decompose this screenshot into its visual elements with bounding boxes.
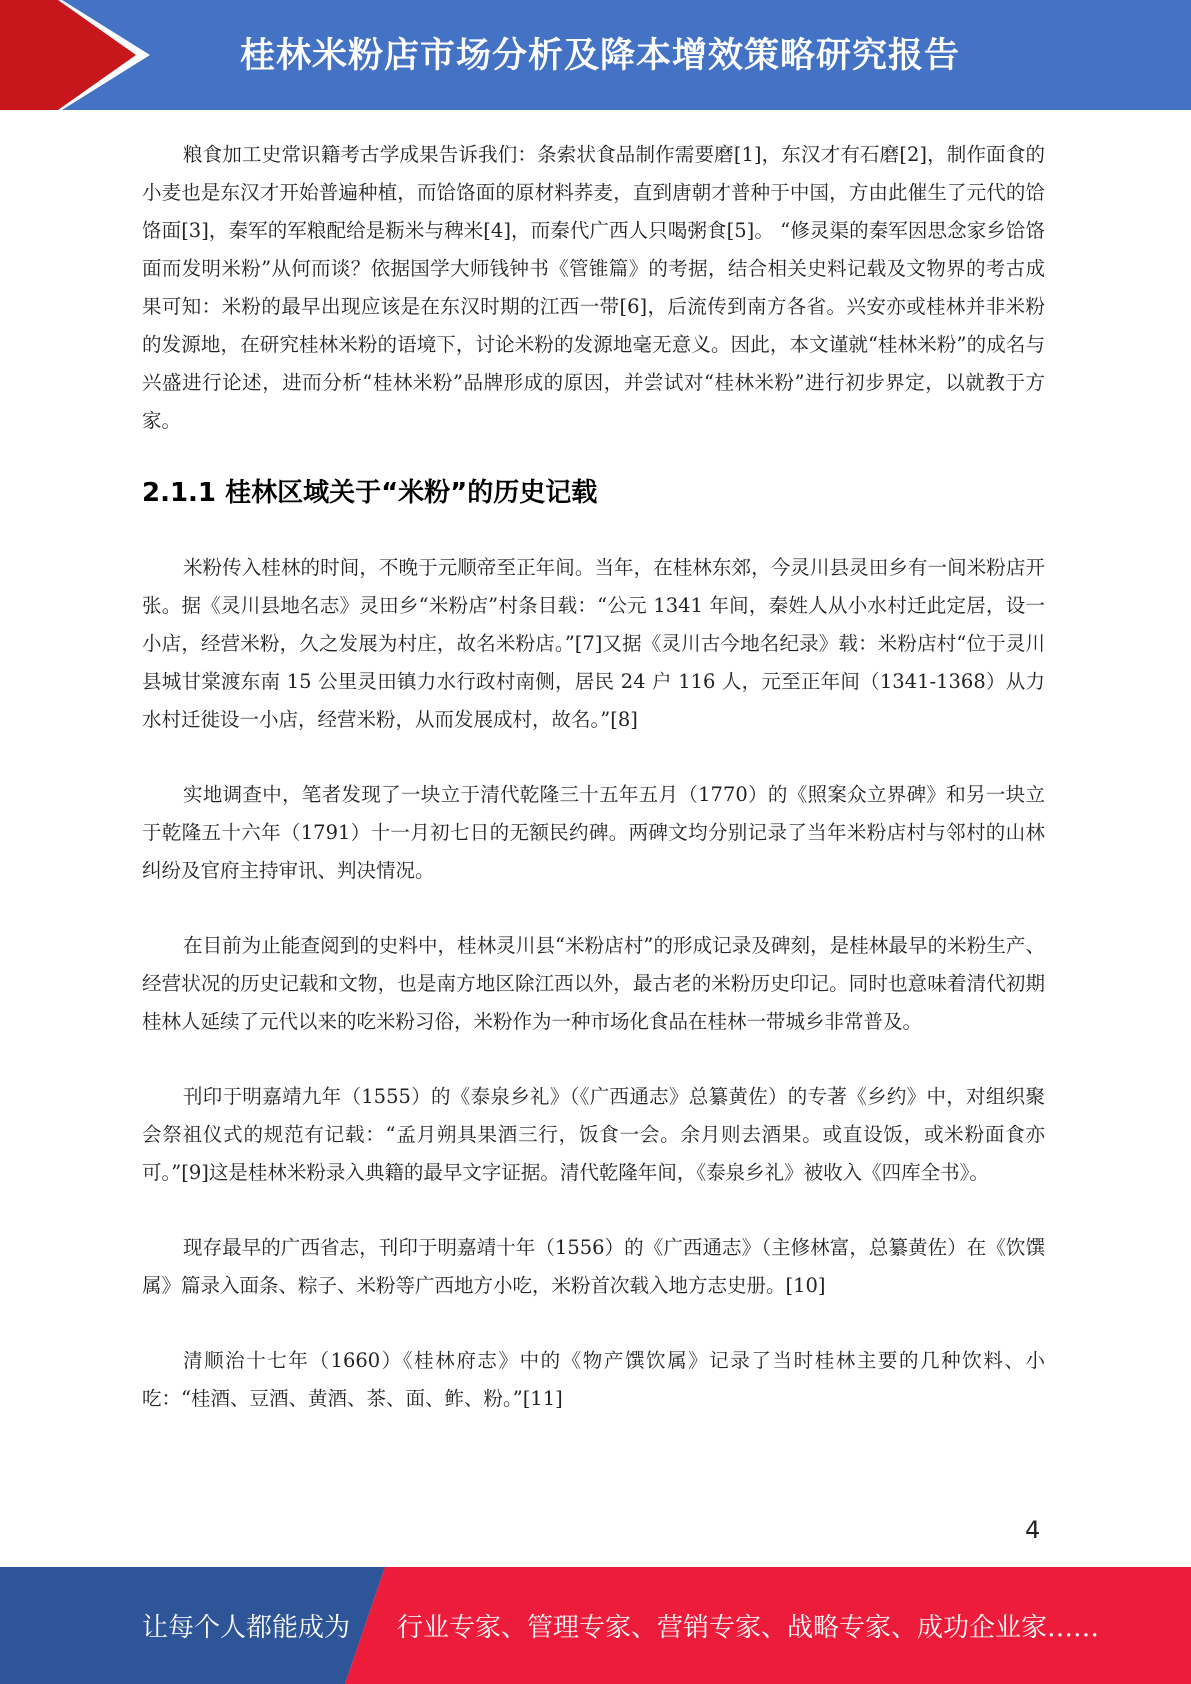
body-paragraph: 米粉传入桂林的时间，不晚于元顺帝至正年间。当年，在桂林东郊，今灵川县灵田乡有一间米粉店开张。据《灵川县地名志》灵田乡“米粉店”村条目载：“公元 1341 年间，秦姓人从小水村迁此定居，设一小店，经营米粉，久之发展为村庄，故名米粉店。”[7]又据《灵川古今地名纪录》载：米粉店村“位于灵川县城甘棠渡东南 15 公里灵田镇力水行政村南侧，居民 24 户 116 人，元至正年间（1341-1368）从力水村迁徙设一小店，经营米粉，从而发展成村，故名。”[8]: [142, 556, 1045, 731]
page-header: [0, 0, 1191, 110]
body-paragraph: 实地调查中，笔者发现了一块立于清代乾隆三十五年五月（1770）的《照案众立界碑》和另一块立于乾隆五十六年（1791）十一月初七日的无额民约碑。两碑文均分别记录了当年米粉店村与邻村的山林纠纷及官府主持审讯、判决情况。: [142, 783, 1045, 882]
page-number: 4: [1025, 1516, 1041, 1544]
footer-slogan-right: 行业专家、管理专家、营销专家、战略专家、成功企业家……: [397, 1613, 1100, 1643]
body-paragraph: 在目前为止能查阅到的史料中，桂林灵川县“米粉店村”的形成记录及碑刻，是桂林最早的米粉生产、经营状况的历史记载和文物，也是南方地区除江西以外，最古老的米粉历史印记。同时也意味着清代初期桂林人延续了元代以来的吃米粉习俗，米粉作为一种市场化食品在桂林一带城乡非常普及。: [142, 934, 1045, 1033]
body-paragraph: 刊印于明嘉靖九年（1555）的《泰泉乡礼》（《广西通志》总纂黄佐）的专著《乡约》中，对组织聚会祭祖仪式的规范有记载：“孟月朔具果酒三行，饭食一会。余月则去酒果。或直设饭，或米粉面食亦可。”[9]这是桂林米粉录入典籍的最早文字证据。清代乾隆年间，《泰泉乡礼》被收入《四库全书》。: [142, 1085, 1045, 1184]
body-paragraph: 现存最早的广西省志，刊印于明嘉靖十年（1556）的《广西通志》（主修林富，总纂黄佐）在《饮馔属》篇录入面条、粽子、米粉等广西地方小吃，米粉首次载入地方志史册。[10]: [142, 1236, 1045, 1297]
body-paragraph: 清顺治十七年（1660）《桂林府志》中的《物产馔饮属》记录了当时桂林主要的几种饮料、小吃：“桂酒、豆酒、黄酒、茶、面、鲊、粉。”[11]: [142, 1349, 1045, 1410]
report-title: 桂林米粉店市场分析及降本增效策略研究报告: [240, 36, 961, 76]
footer-slogan-left: 让每个人都能成为: [142, 1613, 351, 1643]
intro-paragraph: 粮食加工史常识籍考古学成果告诉我们：条索状食品制作需要磨[1]，东汉才有石磨[2]，制作面食的小麦也是东汉才开始普遍种植，而饸饹面的原材料荞麦，直到唐朝才普种于中国，方由此催生了元代的饸饹面[3]，秦军的军粮配给是粝米与稗米[4]，而秦代广西人只喝粥食[5]。 “修灵渠的秦军因思念家乡饸饹面而发明米粉”从何而谈？依据国学大师钱钟书《管锥篇》的考据，结合相关史料记载及文物界的考古成果可知：米粉的最早出现应该是在东汉时期的江西一带[6]，后流传到南方各省。兴安亦或桂林并非米粉的发源地，在研究桂林米粉的语境下，讨论米粉的发源地毫无意义。因此，本文谨就“桂林米粉”的成名与兴盛进行论述，进而分析“桂林米粉”品牌形成的原因，并尝试对“桂林米粉”进行初步界定，以就教于方家。: [142, 143, 1045, 432]
main-content: [142, 136, 1045, 1418]
section-heading: 2.1.1 桂林区域关于“米粉”的历史记载: [142, 478, 598, 508]
page-footer: [0, 1567, 1191, 1684]
